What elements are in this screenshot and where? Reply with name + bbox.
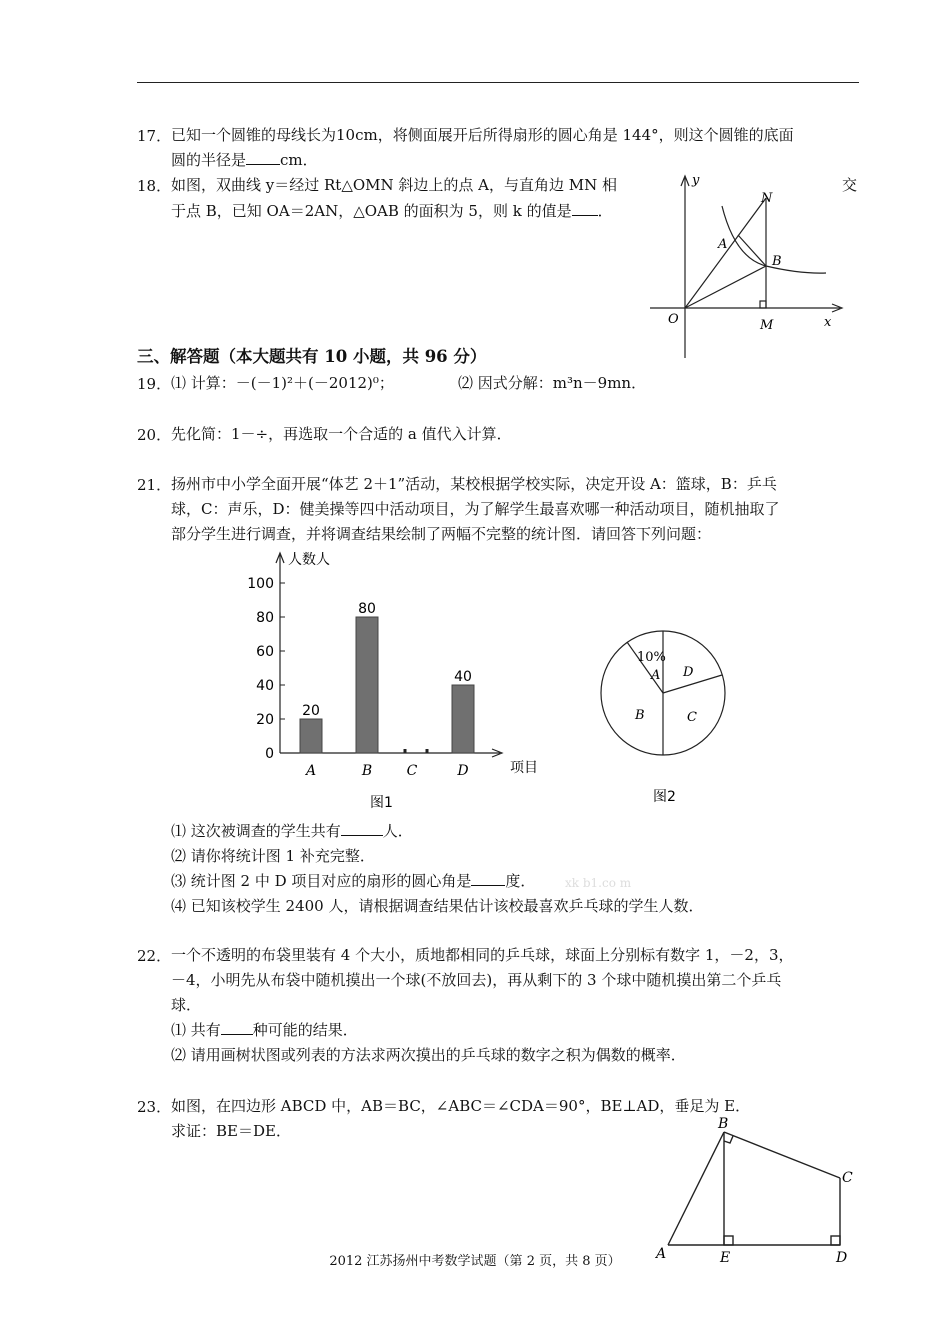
chart-y-label: 人数人 [288, 552, 330, 568]
label-O: O [668, 312, 679, 327]
q21-sub1: ⑴ 这次被调查的学生共有 人． [171, 822, 413, 840]
side-BC [724, 1132, 840, 1178]
q22-sub2: ⑵ 请用画树状图或列表的方法求两次摸出的乒乓球的数字之积为偶数的概率． [171, 1046, 686, 1064]
bar-value-label: 80 [358, 601, 376, 617]
y-tick-label: 40 [256, 678, 274, 694]
figure2-caption: 图2 [653, 789, 676, 805]
side-AB [668, 1132, 724, 1245]
bar-value-label: 20 [302, 703, 320, 719]
q21-sub2: ⑵ 请你将统计图 1 补充完整． [171, 847, 375, 865]
q23-line2: 求证：BE＝DE． [171, 1122, 291, 1140]
q22-sub1: ⑴ 共有 种可能的结果． [171, 1021, 358, 1039]
bar-A [300, 719, 322, 753]
label-E: E [720, 1250, 731, 1266]
answer-blank [221, 1020, 253, 1035]
pie-label-D: D [683, 665, 694, 680]
placeholder-mark [426, 749, 429, 753]
label-A: A [718, 237, 728, 252]
q22-line1: 一个不透明的布袋里装有 4 个大小，质地都相同的乒乓球，球面上分别标有数字 1，－2，3， [171, 946, 794, 964]
label-C: C [842, 1170, 853, 1186]
pie-label-a-percent: 10% [637, 650, 666, 665]
pie-label-A: A [651, 668, 661, 683]
right-angle-mark-B [724, 1136, 733, 1143]
y-tick-label: 100 [247, 576, 274, 592]
category-label: C [406, 763, 418, 779]
answer-blank [341, 821, 383, 836]
label-N: N [761, 191, 773, 206]
q21-line3: 部分学生进行调查，并将调查结果绘制了两幅不完整的统计图．请回答下列问题： [171, 525, 712, 543]
q22-line3: 球． [171, 996, 202, 1014]
bar-value-label: 40 [454, 669, 472, 685]
q17-line1: 已知一个圆锥的母线长为10cm，将侧面展开后所得扇形的圆心角是 144°，则这个圆锥的底面 [171, 126, 794, 144]
answer-blank [246, 150, 280, 165]
category-label: D [457, 763, 469, 779]
bar-B [356, 617, 378, 753]
question-number: 19． [137, 375, 172, 393]
category-label: A [305, 763, 317, 779]
right-angle-mark-E [724, 1236, 733, 1245]
segment-OB [685, 266, 766, 308]
y-tick-label: 60 [256, 644, 274, 660]
section-heading: 三、解答题（本大题共有 10 小题，共 96 分） [137, 347, 487, 366]
q17-line2: 圆的半径是 cm． [171, 151, 318, 169]
y-tick-label: 0 [265, 746, 274, 762]
figure1-caption: 图1 [370, 795, 393, 811]
q19-part2: ⑵ 因式分解：m³n－9mn． [458, 374, 647, 392]
question-number: 20． [137, 426, 172, 444]
bar-chart [240, 545, 560, 815]
pie-label-B: B [635, 708, 645, 723]
watermark: xk b1.co m [565, 876, 632, 890]
right-angle-mark-D [831, 1236, 840, 1245]
question-number: 22． [137, 947, 172, 965]
right-angle-mark [760, 301, 766, 308]
label-D: D [836, 1250, 848, 1266]
question-number: 18． [137, 177, 172, 195]
quadrilateral-figure [650, 1112, 865, 1272]
placeholder-mark [404, 749, 407, 753]
y-tick-label: 20 [256, 712, 274, 728]
pie-chart [595, 625, 735, 815]
q21-line2: 球，C：声乐，D：健美操等四中活动项目，为了解学生最喜欢哪一种活动项目，随机抽取了 [171, 500, 780, 518]
label-y: y [692, 173, 700, 188]
label-B: B [718, 1116, 729, 1132]
q18-line1: 如图，双曲线 y＝经过 Rt△OMN 斜边上的点 A，与直角边 MN 相 [171, 176, 618, 194]
question-number: 17． [137, 127, 172, 145]
hyperbola-figure [640, 168, 858, 363]
page-footer: 2012 江苏扬州中考数学试题（第 2 页，共 8 页） [329, 1254, 621, 1269]
q21-sub4: ⑷ 已知该校学生 2400 人，请根据调查结果估计该校最喜欢乒乓球的学生人数． [171, 897, 704, 915]
q18-line2: 于点 B，已知 OA＝2AN，△OAB 的面积为 5，则 k 的值是 ． [171, 202, 613, 220]
q21-sub3: ⑶ 统计图 2 中 D 项目对应的扇形的圆心角是 度． [171, 872, 536, 890]
bar-D [452, 685, 474, 753]
q20-text: 先化简：1－÷，再选取一个合适的 a 值代入计算． [171, 425, 512, 443]
y-tick-label: 80 [256, 610, 274, 626]
label-B: B [772, 254, 782, 269]
header-rule [137, 82, 859, 83]
pie-label-C: C [687, 710, 697, 725]
chart-x-label: 项目 [510, 760, 538, 776]
q18-line1-tail: 交 [842, 176, 858, 194]
answer-blank [471, 871, 505, 886]
q23-line1: 如图，在四边形 ABCD 中，AB＝BC，∠ABC＝∠CDA＝90°，BE⊥AD，垂足为 E． [171, 1097, 751, 1115]
label-x: x [824, 315, 832, 330]
q21-line1: 扬州市中小学全面开展“体艺 2＋1”活动，某校根据学校实际，决定开设 A：篮球，B：乒乓 [171, 475, 777, 493]
label-M: M [760, 318, 774, 333]
label-A: A [656, 1246, 667, 1262]
question-number: 21． [137, 476, 172, 494]
q22-line2: －4，小明先从布袋中随机摸出一个球(不放回去)，再从剩下的 3 个球中随机摸出第二个乒乓 [171, 971, 782, 989]
category-label: B [361, 763, 373, 779]
q19-part1: ⑴ 计算：－(－1)²＋(－2012)⁰； [171, 374, 394, 392]
question-number: 23． [137, 1098, 172, 1116]
answer-blank [572, 201, 598, 216]
